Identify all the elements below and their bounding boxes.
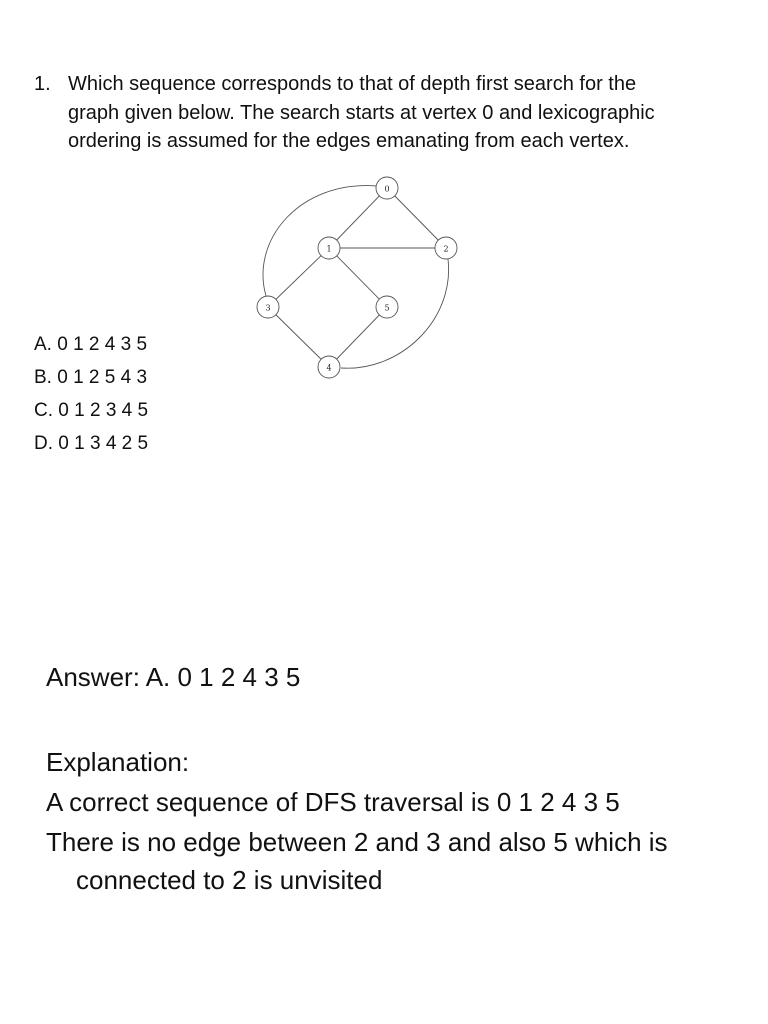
- question-text: [68, 70, 728, 156]
- option-b: B. 0 1 2 5 4 3: [34, 367, 148, 388]
- explanation-line: A correct sequence of DFS traversal is 0 1 2 4 3 5: [46, 787, 620, 817]
- question-number: 1.: [34, 73, 51, 95]
- answer: Answer: A. 0 1 2 4 3 5: [46, 662, 301, 692]
- node-3-label: 3: [265, 303, 271, 313]
- edge-5-4: [329, 307, 387, 367]
- option-c: C. 0 1 2 3 4 5: [34, 400, 149, 421]
- graph-diagram: [240, 160, 480, 390]
- explanation: [46, 742, 736, 898]
- node-5-label: 5: [384, 303, 390, 313]
- edge-3-4: [268, 307, 329, 367]
- edge-0-2: [387, 188, 446, 248]
- question-line: Which sequence corresponds to that of depth first search for the: [68, 73, 637, 95]
- question-line: ordering is assumed for the edges emanating from each vertex.: [68, 130, 630, 152]
- explanation-line: There is no edge between 2 and 3 and also 5 which is: [46, 827, 668, 857]
- edge-1-3: [268, 248, 329, 307]
- explanation-heading: Explanation:: [46, 747, 190, 777]
- answer-options: [34, 328, 148, 460]
- explanation-line: connected to 2 is unvisited: [76, 865, 383, 895]
- node-0-label: 0: [384, 184, 390, 194]
- option-a: A. 0 1 2 4 3 5: [34, 334, 148, 355]
- node-2-label: 2: [443, 244, 449, 254]
- edge-1-5: [329, 248, 387, 307]
- edge-0-1: [329, 188, 387, 248]
- question-line: graph given below. The search starts at vertex 0 and lexicographic: [68, 101, 655, 124]
- node-1-label: 1: [326, 244, 332, 254]
- node-4-label: 4: [326, 363, 332, 373]
- option-d: D. 0 1 3 4 2 5: [34, 433, 149, 454]
